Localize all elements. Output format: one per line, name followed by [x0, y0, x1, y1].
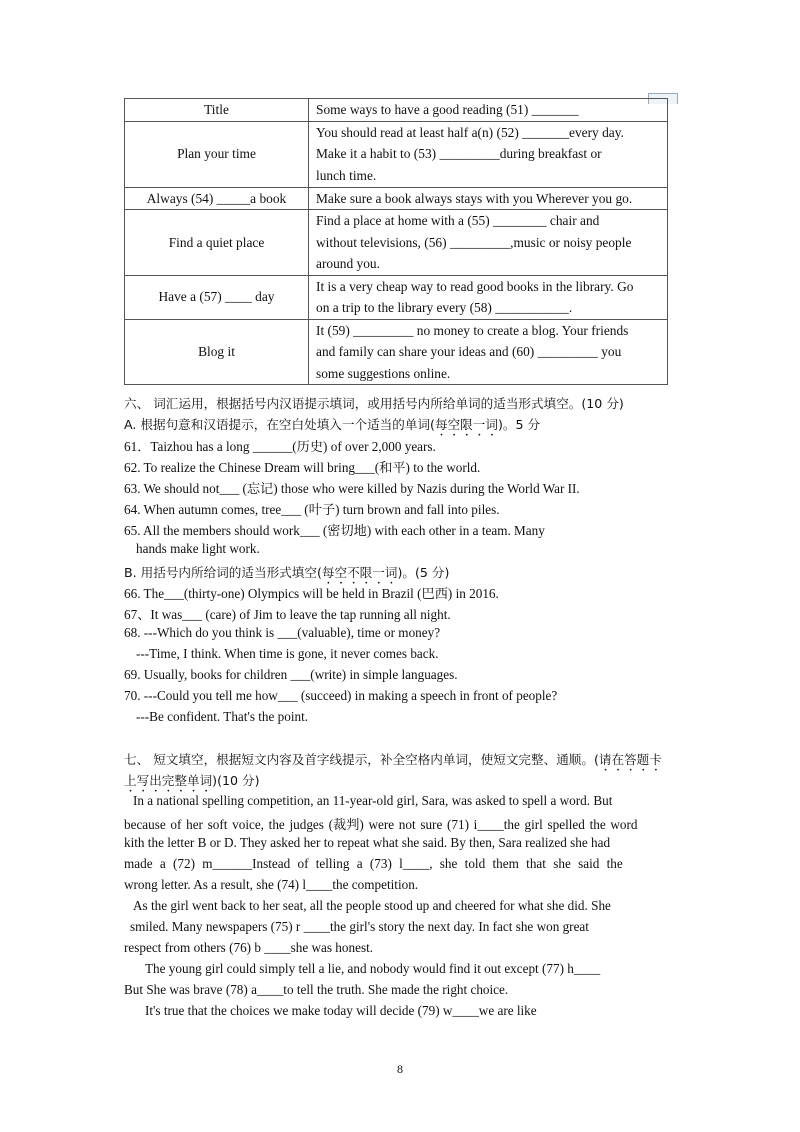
reading-table — [124, 98, 668, 385]
passage-line: made a (72) m______Instead of telling a (73) l____, she told them that she said the — [124, 856, 623, 871]
table-cell-right — [309, 210, 668, 276]
question-65: 65. All the members should work___ (密切地) with each other in a team. Many — [124, 523, 545, 538]
passage-line: wrong letter. As a result, she (74) l____the competition. — [124, 877, 419, 892]
cell-line: some suggestions online. — [316, 365, 451, 381]
table-row — [125, 99, 668, 122]
question-61: 61．Taizhou has a long ______(历史) of over 2,000 years. — [124, 439, 436, 454]
table-cell-left: Plan your time — [125, 121, 309, 187]
instruction-text: A. 根据句意和汉语提示，在空白处填入一个适当的单词( — [124, 417, 435, 432]
emphasis-text: 每空限一词 — [434, 417, 498, 432]
table-cell-left: Always (54) _____a book — [125, 187, 309, 210]
emphasis-text: 上写出完整单词 — [124, 773, 213, 788]
page-number: 8 — [397, 1062, 403, 1076]
section6-heading: 六、 词汇运用，根据括号内汉语提示填词，或用括号内所给单词的适当形式填空。(10 分) — [124, 396, 624, 411]
passage-line: smiled. Many newspapers (75) r ____the girl's story the next day. In fact she won great — [130, 919, 589, 934]
passage-line: respect from others (76) b ____she was honest. — [124, 940, 374, 955]
table-cell-left: Have a (57) ____ day — [125, 275, 309, 319]
cell-line: lunch time. — [316, 167, 377, 183]
question-64: 64. When autumn comes, tree___ (叶子) turn brown and fall into piles. — [124, 502, 500, 517]
passage-line: As the girl went back to her seat, all the people stood up and cheered for what she did. She — [133, 898, 611, 913]
emphasis-text: 请在答题卡 — [598, 752, 662, 767]
question-69: 69. Usually, books for children ___(write) in simple languages. — [124, 667, 458, 682]
table-row — [125, 319, 668, 385]
question-70: 70. ---Could you tell me how___ (succeed) in making a speech in front of people? — [124, 688, 558, 703]
table-cell-left: Blog it — [125, 319, 309, 385]
table-cell-right — [309, 275, 668, 319]
instruction-text: B. 用括号内所给词的适当形式填空( — [124, 565, 322, 580]
table-row — [125, 275, 668, 319]
table-cell-right — [309, 319, 668, 385]
table-row — [125, 210, 668, 276]
table-cell-left: Title — [125, 99, 309, 122]
question-62: 62. To realize the Chinese Dream will bring___(和平) to the world. — [124, 460, 481, 475]
cell-line: Make it a habit to (53) _________during breakfast or — [316, 146, 602, 162]
cell-line: Some ways to have a good reading (51) _______ — [316, 102, 579, 117]
cell-line: Make sure a book always stays with you Wherever you go. — [316, 190, 633, 206]
question-66: 66. The___(thirty-one) Olympics will be held in Brazil (巴西) in 2016. — [124, 586, 499, 601]
cell-line: and family can share your ideas and (60) _________ you — [316, 344, 622, 359]
passage-line: kith the letter B or D. They asked her to repeat what she said. By then, Sara realized she had — [124, 835, 611, 850]
question-68-cont: ---Time, I think. When time is gone, it never comes back. — [136, 646, 439, 661]
instruction-text: )(10 分) — [212, 773, 260, 788]
question-67: 67、It was___ (care) of Jim to leave the tap running all night. — [124, 607, 451, 622]
table-cell-left: Find a quiet place — [125, 210, 309, 276]
question-65-cont: hands make light work. — [136, 541, 260, 556]
cell-line: It is a very cheap way to read good books in the library. Go — [316, 278, 634, 294]
question-70-cont: ---Be confident. That's the point. — [136, 709, 309, 724]
table-row — [125, 121, 668, 187]
table-cell-right — [309, 99, 668, 122]
table-cell-right — [309, 187, 668, 210]
question-68: 68. ---Which do you think is ___(valuable), time or money? — [124, 625, 441, 640]
cell-line: Find a place at home with a (55) ________ chair and — [316, 213, 600, 228]
table-row — [125, 187, 668, 210]
passage-line: It's true that the choices we make today will decide (79) w____we are like — [145, 1003, 537, 1018]
question-63: 63. We should not___ (忘记) those who were killed by Nazis during the World War II. — [124, 481, 580, 496]
instruction-text: 七、 短文填空，根据短文内容及首字线提示，补全空格内单词，使短文完整、通顺。( — [124, 752, 599, 767]
passage-line: because of her soft voice, the judges (裁判) were not sure (71) i____the girl spelled the word — [124, 817, 638, 832]
passage-line: In a national spelling competition, an 11-year-old girl, Sara, was asked to spell a word. But — [133, 793, 613, 808]
cell-line: around you. — [316, 256, 380, 271]
passage-line: But She was brave (78) a____to tell the truth. She made the right choice. — [124, 982, 509, 997]
cell-line: on a trip to the library every (58) ___________. — [316, 300, 573, 315]
instruction-text: )。5 分 — [497, 417, 541, 432]
section7-heading-line2 — [124, 770, 260, 795]
emphasis-text: 每空不限一词 — [321, 565, 398, 580]
cell-line: It (59) _________ no money to create a blog. Your friends — [316, 322, 629, 338]
cell-line: You should read at least half a(n) (52) _______every day. — [316, 124, 624, 140]
passage-line: The young girl could simply tell a lie, and nobody would find it out except (77) h____ — [145, 961, 601, 976]
table-cell-right — [309, 121, 668, 187]
cell-line: without televisions, (56) _________,music or noisy people — [316, 234, 632, 250]
instruction-text: )。(5 分) — [397, 565, 450, 580]
